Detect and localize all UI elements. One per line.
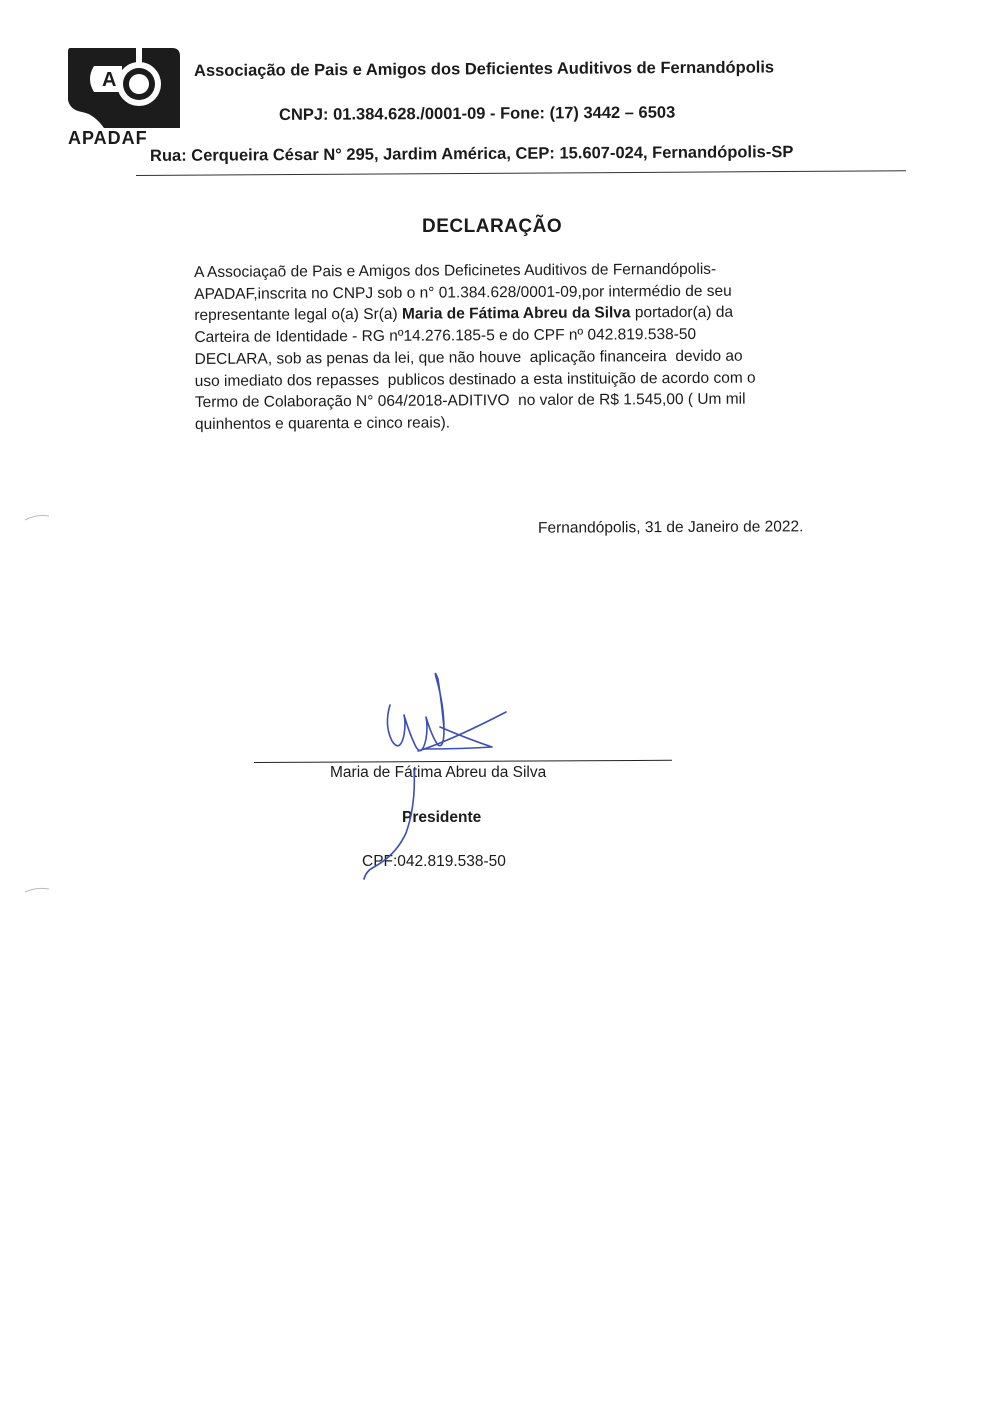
- scan-margin-mark: [24, 884, 50, 894]
- signatory-cpf: CPF:042.819.538-50: [362, 853, 506, 870]
- organization-name: Associação de Pais e Amigos dos Deficientes Auditivos de Fernandópolis: [193, 58, 775, 80]
- body-line: APADAF,inscrita no CNPJ sob o n° 01.384.628/0001-09,por intermédio de seu: [194, 282, 732, 303]
- body-line: Termo de Colaboração N° 064/2018-ADITIVO no valor de R$ 1.545,00 ( Um mil: [194, 390, 746, 412]
- body-line: DECLARA, sob as penas da lei, que não houve aplicação financeira devido ao: [194, 347, 743, 368]
- organization-address: Rua: Cerqueira César N° 295, Jardim América, CEP: 15.607-024, Fernandópolis-SP: [149, 143, 794, 165]
- body-line: A Associaçaõ de Pais e Amigos dos Deficinetes Auditivos de Fernandópolis-: [194, 260, 717, 281]
- representative-name: Maria de Fátima Abreu da Silva: [401, 304, 631, 324]
- declaration-body: [194, 258, 875, 436]
- organization-cnpj-phone: CNPJ: 01.384.628./0001-09 - Fone: (17) 3442 – 6503: [278, 103, 676, 124]
- body-line: Carteira de Identidade - RG nº14.276.185-5 e do CPF nº 042.819.538-50: [194, 326, 697, 347]
- body-line: quinhentos e quarenta e cinco reais).: [194, 414, 451, 433]
- document-title: DECLARAÇÃO: [422, 216, 563, 237]
- header-divider: [136, 170, 906, 176]
- signature-line: [254, 760, 672, 763]
- signatory-name: Maria de Fátima Abreu da Silva: [330, 764, 547, 781]
- scan-margin-mark: [24, 512, 50, 522]
- logo-head-emblem: [64, 44, 182, 130]
- logo-caption: APADAF: [68, 128, 148, 148]
- body-line-segment: portador(a) da: [630, 304, 734, 322]
- logo-letter: A: [102, 69, 117, 91]
- place-and-date: Fernandópolis, 31 de Janeiro de 2022.: [537, 518, 804, 537]
- signatory-role: Presidente: [402, 809, 482, 826]
- body-line: uso imediato dos repasses publicos destinado a esta instituição de acordo com o: [194, 369, 756, 390]
- body-line-segment: representante legal o(a) Sr(a): [194, 306, 403, 325]
